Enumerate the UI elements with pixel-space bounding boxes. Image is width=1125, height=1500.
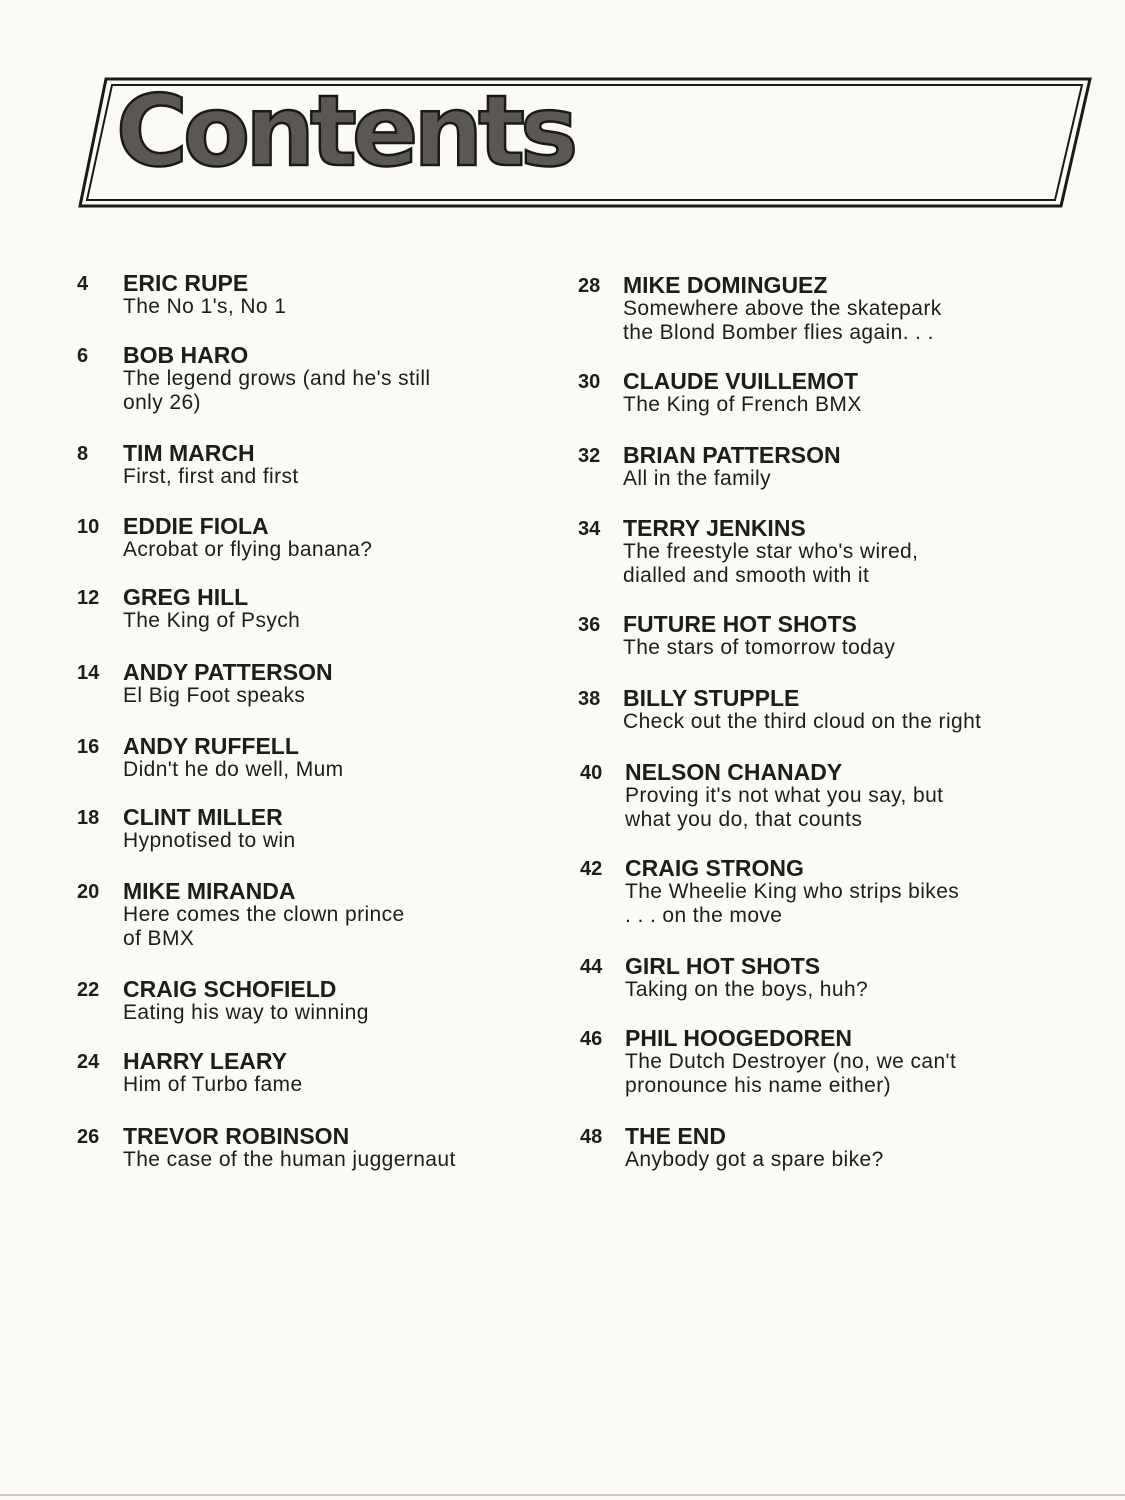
entry-title: BRIAN PATTERSON [623, 442, 841, 468]
entry-description: The case of the human juggernaut [123, 1148, 456, 1171]
page-number: 12 [77, 587, 100, 609]
entry-description: The No 1's, No 1 [123, 295, 287, 318]
contents-banner [78, 77, 1093, 209]
entry-title: GIRL HOT SHOTS [625, 953, 821, 979]
entry-description: The King of French BMX [623, 393, 862, 416]
entry-title: NELSON CHANADY [625, 759, 843, 785]
page-number: 42 [580, 858, 603, 880]
entry-title: THE END [625, 1123, 726, 1149]
entry-description: Eating his way to winning [123, 1001, 369, 1024]
entry-description: The legend grows (and he's still only 26) [123, 367, 431, 414]
page-number: 26 [77, 1126, 100, 1148]
entry-description: Check out the third cloud on the right [623, 710, 982, 733]
entry-description: Acrobat or flying banana? [123, 538, 373, 561]
page-number: 40 [580, 762, 603, 784]
page-number: 16 [77, 736, 100, 758]
page-number: 6 [77, 345, 89, 367]
entry-description: All in the family [623, 467, 772, 490]
entry-description: Anybody got a spare bike? [625, 1148, 884, 1171]
entry-title: BILLY STUPPLE [623, 685, 800, 711]
entry-description: Proving it's not what you say, but what you do, that counts [625, 784, 944, 831]
entry-title: ANDY RUFFELL [123, 733, 299, 759]
page-number: 14 [77, 662, 100, 684]
page-title: Contents [116, 75, 574, 189]
entry-description: The Dutch Destroyer (no, we can't pronounce his name either) [625, 1050, 957, 1097]
page-number: 20 [77, 881, 100, 903]
page-number: 28 [578, 275, 601, 297]
page-number: 38 [578, 688, 601, 710]
entry-description: The King of Psych [123, 609, 301, 632]
entry-title: CRAIG STRONG [625, 855, 804, 881]
page-number: 46 [580, 1028, 603, 1050]
page-number: 10 [77, 516, 100, 538]
page-number: 30 [578, 371, 601, 393]
entry-description: First, first and first [123, 465, 299, 488]
page-number: 24 [77, 1051, 100, 1073]
page-number: 34 [578, 518, 601, 540]
page-edge-divider [0, 1494, 1125, 1496]
entry-title: MIKE DOMINGUEZ [623, 272, 828, 298]
entry-title: HARRY LEARY [123, 1048, 287, 1074]
entry-title: EDDIE FIOLA [123, 513, 269, 539]
entry-title: ERIC RUPE [123, 270, 249, 296]
entry-title: PHIL HOOGEDOREN [625, 1025, 853, 1051]
page-number: 18 [77, 807, 100, 829]
entry-title: CRAIG SCHOFIELD [123, 976, 337, 1002]
entry-title: TIM MARCH [123, 440, 255, 466]
page-number: 4 [77, 273, 89, 295]
entry-title: GREG HILL [123, 584, 249, 610]
entry-description: Somewhere above the skatepark the Blond Bomber flies again. . . [623, 297, 942, 344]
entry-description: Here comes the clown prince of BMX [123, 903, 405, 950]
entry-description: Hypnotised to win [123, 829, 296, 852]
page-number: 22 [77, 979, 100, 1001]
entry-description: The Wheelie King who strips bikes . . . on the move [625, 880, 960, 927]
entry-title: TREVOR ROBINSON [123, 1123, 350, 1149]
entry-description: El Big Foot speaks [123, 684, 306, 707]
entry-title: FUTURE HOT SHOTS [623, 611, 857, 637]
entry-description: Him of Turbo fame [123, 1073, 303, 1096]
page-number: 44 [580, 956, 603, 978]
entry-title: BOB HARO [123, 342, 249, 368]
entry-description: Didn't he do well, Mum [123, 758, 344, 781]
entry-description: The freestyle star who's wired, dialled and smooth with it [623, 540, 919, 587]
page-number: 8 [77, 443, 89, 465]
page-number: 36 [578, 614, 601, 636]
entry-title: CLAUDE VUILLEMOT [623, 368, 859, 394]
page-number: 48 [580, 1126, 603, 1148]
entry-title: TERRY JENKINS [623, 515, 806, 541]
entry-title: MIKE MIRANDA [123, 878, 296, 904]
entry-title: ANDY PATTERSON [123, 659, 333, 685]
entry-description: Taking on the boys, huh? [625, 978, 869, 1001]
page-number: 32 [578, 445, 601, 467]
entry-description: The stars of tomorrow today [623, 636, 896, 659]
entry-title: CLINT MILLER [123, 804, 283, 830]
